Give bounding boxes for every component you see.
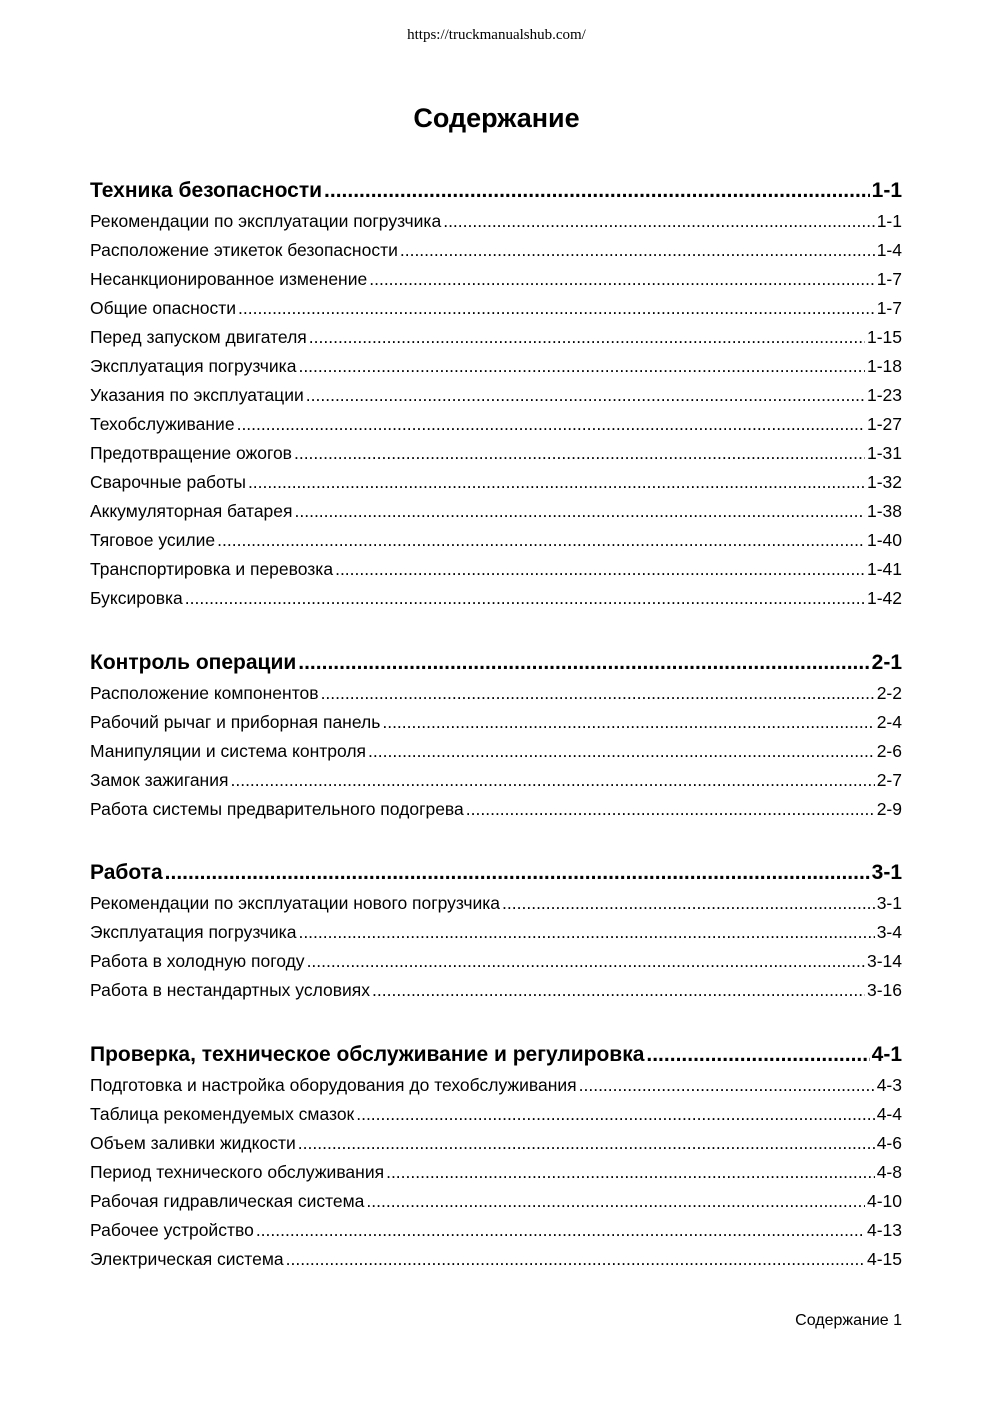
toc-entry[interactable] <box>90 795 902 824</box>
toc-entry-label: Расположение этикеток безопасности <box>90 240 398 260</box>
toc-entry-label: Замок зажигания <box>90 770 229 790</box>
dot-leader <box>443 207 875 236</box>
dot-leader <box>256 1216 865 1245</box>
dot-leader <box>369 265 874 294</box>
toc-entry[interactable] <box>90 708 902 737</box>
toc-entry-label: Рекомендации по эксплуатации погрузчика <box>90 211 442 231</box>
toc-entry-page: 1-7 <box>876 298 902 318</box>
toc-entry-label: Рабочая гидравлическая система <box>90 1191 365 1211</box>
toc-entry-page: 4-4 <box>876 1104 902 1124</box>
dot-leader <box>309 323 865 352</box>
page-footer: Содержание 1 <box>795 1312 902 1329</box>
toc-entry[interactable] <box>90 1187 902 1216</box>
toc-entry[interactable] <box>90 766 902 795</box>
toc-section-2 <box>90 647 902 824</box>
toc-entry[interactable] <box>90 410 902 439</box>
toc-entry-label: Транспортировка и перевозка <box>90 559 334 579</box>
toc-entry-label: Аккумуляторная батарея <box>90 501 293 521</box>
toc-section-title: Проверка, техническое обслуживание и регулировка <box>90 1043 645 1066</box>
toc-entry[interactable] <box>90 947 902 976</box>
toc-entry-label: Электрическая система <box>90 1249 284 1269</box>
toc-section-page: 2-1 <box>871 651 902 674</box>
toc-entry-label: Эксплуатация погрузчика <box>90 356 297 376</box>
source-url[interactable]: https://truckmanualshub.com/ <box>407 27 586 43</box>
toc-section-page: 1-1 <box>871 179 902 202</box>
dot-leader <box>356 1100 874 1129</box>
dot-leader <box>306 381 865 410</box>
toc-entry-label: Буксировка <box>90 588 183 608</box>
toc-entry-label: Общие опасности <box>90 298 237 318</box>
toc-entry-label: Работа в нестандартных условиях <box>90 980 371 1000</box>
dot-leader <box>185 584 865 613</box>
toc-entry-label: Расположение компонентов <box>90 683 319 703</box>
toc-entry[interactable] <box>90 526 902 555</box>
dot-leader <box>382 708 874 737</box>
toc-entry-page: 1-27 <box>866 414 902 434</box>
dot-leader <box>298 352 865 381</box>
dot-leader <box>298 647 869 679</box>
dot-leader <box>307 947 865 976</box>
toc-entry-page: 1-38 <box>866 501 902 521</box>
toc-entry-page: 1-4 <box>876 240 902 260</box>
toc-entry-page: 1-23 <box>866 385 902 405</box>
dot-leader <box>368 737 875 766</box>
toc-entry[interactable] <box>90 1071 902 1100</box>
dot-leader <box>646 1039 869 1071</box>
toc-section-page: 3-1 <box>871 861 902 884</box>
toc-entry-label: Таблица рекомендуемых смазок <box>90 1104 355 1124</box>
toc-entry[interactable] <box>90 1158 902 1187</box>
toc-entry-page: 4-13 <box>866 1220 902 1240</box>
toc-entry-page: 1-32 <box>866 472 902 492</box>
toc-entry[interactable] <box>90 236 902 265</box>
toc-entry-label: Объем заливки жидкости <box>90 1133 296 1153</box>
toc-entry-page: 4-8 <box>876 1162 902 1182</box>
toc-entry-label: Предотвращение ожогов <box>90 443 292 463</box>
toc-entry-page: 2-6 <box>876 741 902 761</box>
toc-entry-page: 1-41 <box>866 559 902 579</box>
toc-entry-label: Указания по эксплуатации <box>90 385 304 405</box>
toc-section-heading[interactable] <box>90 647 902 679</box>
toc-section-title: Техника безопасности <box>90 179 323 202</box>
toc-entry[interactable] <box>90 679 902 708</box>
toc-entry[interactable] <box>90 555 902 584</box>
toc-entry-page: 4-15 <box>866 1249 902 1269</box>
toc-entry-label: Тяговое усилие <box>90 530 216 550</box>
dot-leader <box>217 526 865 555</box>
toc-entry-page: 1-18 <box>866 356 902 376</box>
toc-section-heading[interactable] <box>90 175 902 207</box>
dot-leader <box>386 1158 875 1187</box>
toc-entry-page: 4-3 <box>876 1075 902 1095</box>
dot-leader <box>237 410 865 439</box>
toc-entry-label: Работа в холодную погоду <box>90 951 305 971</box>
toc-entry[interactable] <box>90 207 902 236</box>
toc-entry-page: 3-16 <box>866 980 902 1000</box>
dot-leader <box>372 976 865 1005</box>
toc-entry-page: 3-1 <box>876 893 902 913</box>
dot-leader <box>298 918 874 947</box>
toc-entry[interactable] <box>90 918 902 947</box>
toc-entry[interactable] <box>90 1245 902 1274</box>
toc-entry-label: Подготовка и настройка оборудования до техобслуживания <box>90 1075 577 1095</box>
toc-entry[interactable] <box>90 737 902 766</box>
toc-section-page: 4-1 <box>871 1043 902 1066</box>
toc-entry-page: 1-42 <box>866 588 902 608</box>
toc-section-heading[interactable] <box>90 1039 902 1071</box>
toc-entry[interactable] <box>90 439 902 468</box>
toc-entry-page: 2-4 <box>876 712 902 732</box>
toc-entry-page: 4-10 <box>866 1191 902 1211</box>
toc-entry-page: 1-7 <box>876 269 902 289</box>
toc-section-1 <box>90 175 902 613</box>
toc-section-4 <box>90 1039 902 1274</box>
dot-leader <box>238 294 875 323</box>
toc-entry-label: Манипуляции и система контроля <box>90 741 367 761</box>
toc-entry-label: Техобслуживание <box>90 414 235 434</box>
toc-section-title: Контроль операции <box>90 651 297 674</box>
toc-entry-label: Период технического обслуживания <box>90 1162 385 1182</box>
dot-leader <box>400 236 875 265</box>
toc-section-title: Работа <box>90 861 163 884</box>
dot-leader <box>294 439 865 468</box>
toc-entry-page: 4-6 <box>876 1133 902 1153</box>
toc-section-heading[interactable] <box>90 857 902 889</box>
toc-entry[interactable] <box>90 1129 902 1158</box>
toc-entry-label: Сварочные работы <box>90 472 246 492</box>
toc-entry[interactable] <box>90 381 902 410</box>
toc-entry-label: Рекомендации по эксплуатации нового погрузчика <box>90 893 501 913</box>
dot-leader <box>466 795 875 824</box>
dot-leader <box>324 175 870 207</box>
toc-entry-page: 1-1 <box>876 211 902 231</box>
toc-entry-label: Несанкционированное изменение <box>90 269 368 289</box>
toc-entry[interactable] <box>90 294 902 323</box>
dot-leader <box>295 497 865 526</box>
dot-leader <box>321 679 875 708</box>
toc-entry-label: Рабочий рычаг и приборная панель <box>90 712 381 732</box>
toc-entry-page: 2-2 <box>876 683 902 703</box>
dot-leader <box>286 1245 865 1274</box>
toc-entry[interactable] <box>90 265 902 294</box>
toc-entry-page: 1-31 <box>866 443 902 463</box>
toc-entry[interactable] <box>90 323 902 352</box>
toc-entry-page: 3-4 <box>876 922 902 942</box>
toc-entry-page: 2-7 <box>876 770 902 790</box>
toc-entry[interactable] <box>90 497 902 526</box>
toc-entry-page: 3-14 <box>866 951 902 971</box>
dot-leader <box>248 468 865 497</box>
dot-leader <box>230 766 874 795</box>
toc-entry-page: 2-9 <box>876 799 902 819</box>
toc-section-3 <box>90 857 902 1005</box>
dot-leader <box>502 889 875 918</box>
page-title: Содержание <box>413 103 580 133</box>
toc-entry-label: Эксплуатация погрузчика <box>90 922 297 942</box>
toc-entry-label: Работа системы предварительного подогрева <box>90 799 464 819</box>
toc-entry[interactable] <box>90 1216 902 1245</box>
toc-entry-page: 1-15 <box>866 327 902 347</box>
dot-leader <box>298 1129 875 1158</box>
toc-entry-label: Рабочее устройство <box>90 1220 254 1240</box>
dot-leader <box>366 1187 865 1216</box>
toc-entry[interactable] <box>90 584 902 613</box>
toc-entry-label: Перед запуском двигателя <box>90 327 307 347</box>
toc-entry[interactable] <box>90 889 902 918</box>
toc-entry[interactable] <box>90 352 902 381</box>
dot-leader <box>335 555 865 584</box>
dot-leader <box>579 1071 875 1100</box>
toc-entry[interactable] <box>90 468 902 497</box>
toc-entry[interactable] <box>90 976 902 1005</box>
toc-entry-page: 1-40 <box>866 530 902 550</box>
dot-leader <box>165 857 870 889</box>
toc-entry[interactable] <box>90 1100 902 1129</box>
